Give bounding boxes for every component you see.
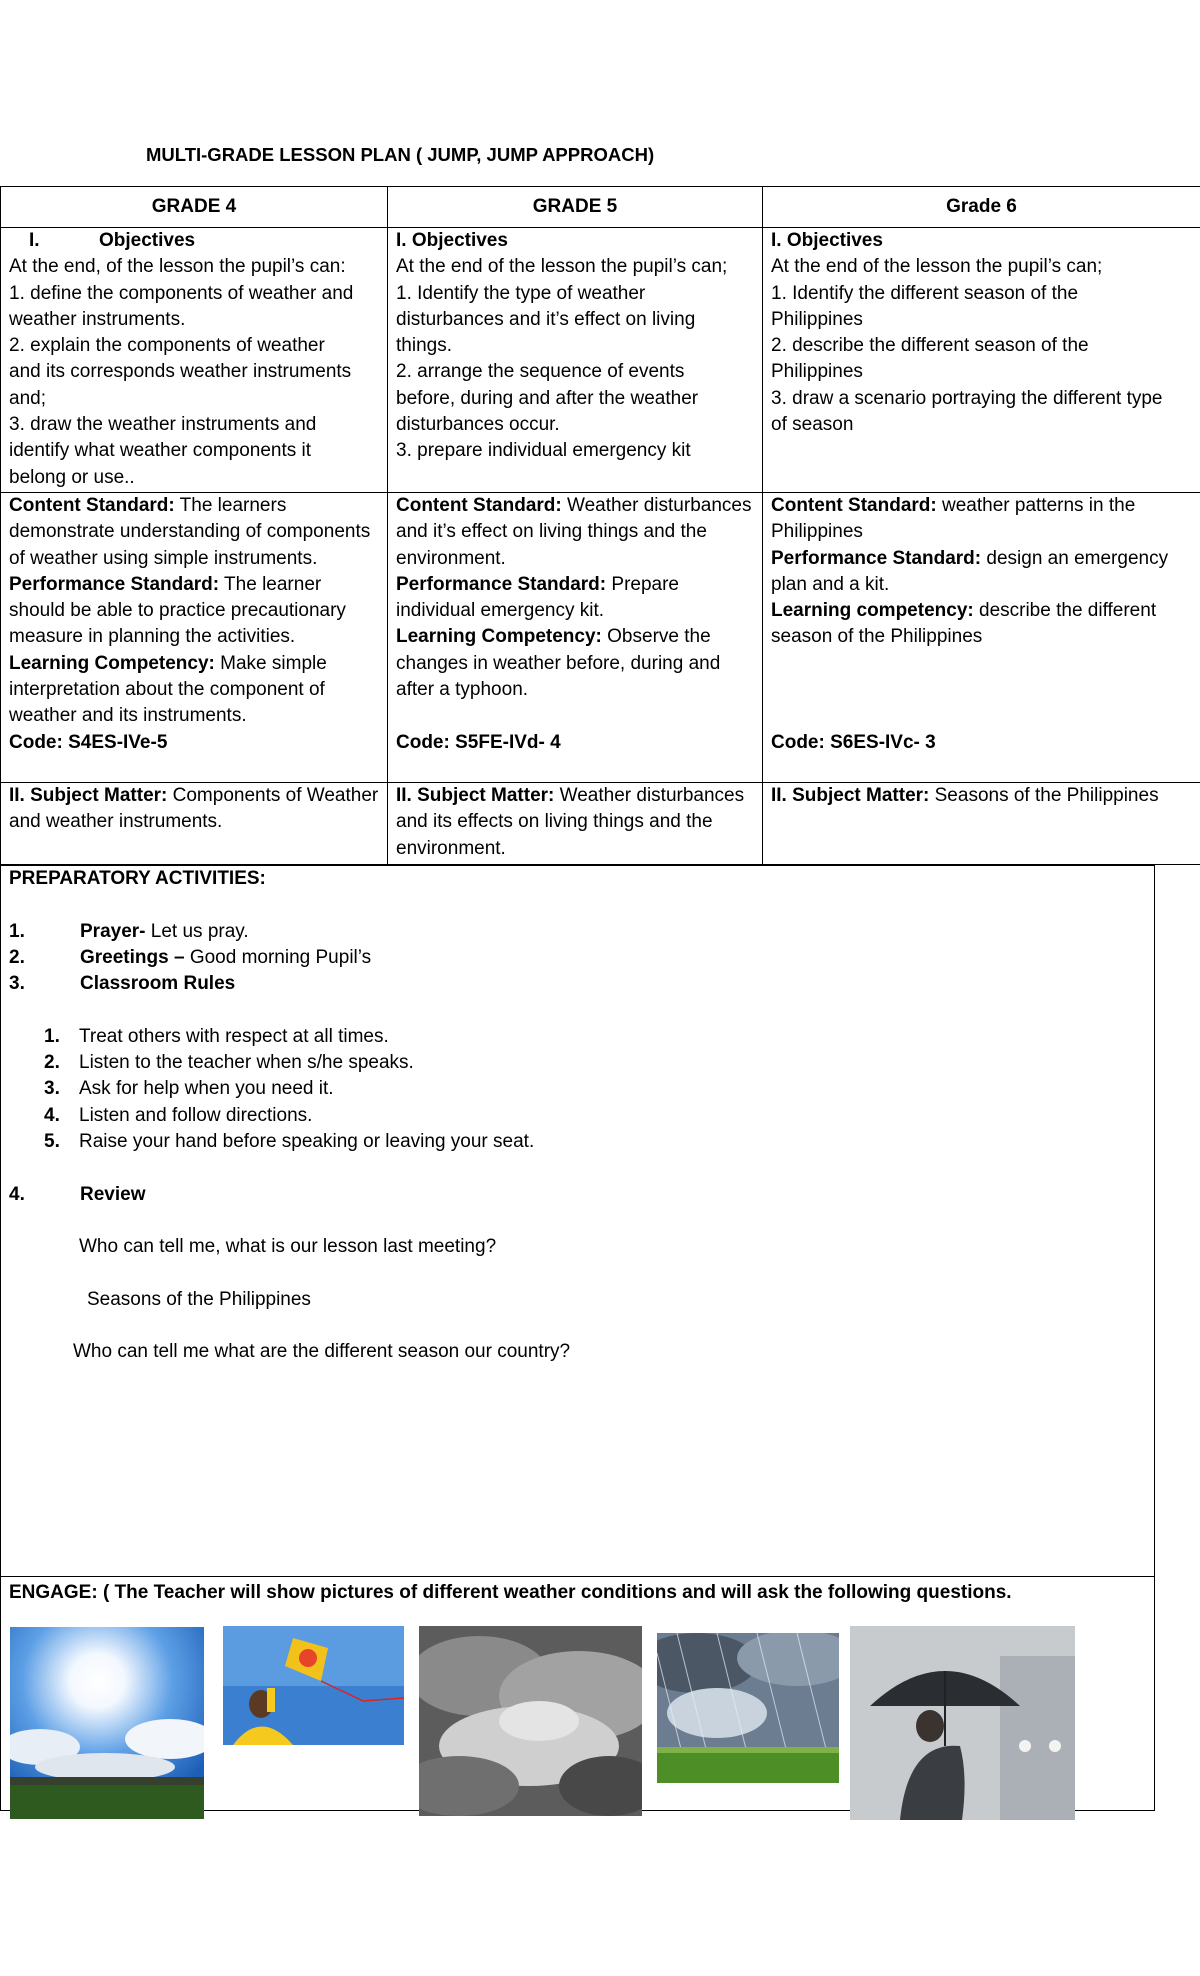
objective-line: At the end, of the lesson the pupil’s can:	[9, 256, 346, 278]
weather-pictures	[1, 1617, 1156, 1812]
objectives-heading: I. Objectives	[396, 230, 508, 251]
objective-line: identify what weather components it	[9, 440, 312, 462]
objective-line: disturbances occur.	[396, 414, 560, 436]
step-classroom-rules: 3. Classroom Rules	[9, 973, 236, 995]
objective-line: 3. draw the weather instruments and	[9, 414, 317, 436]
objective-line: 2. describe the different season of the	[771, 335, 1089, 357]
code-label: Code: S5FE-IVd- 4	[396, 731, 561, 753]
engage-instruction: ENGAGE: ( The Teacher will show pictures of different weather conditions and will ask the following questions.	[9, 1582, 1012, 1603]
objective-line: 1. Identify the different season of the	[771, 282, 1079, 304]
preparatory-activities-section	[0, 865, 1155, 1577]
rain-field-image	[657, 1633, 839, 1783]
kite-boy-image	[223, 1626, 404, 1745]
rule-item: 3. Ask for help when you need it.	[44, 1078, 334, 1100]
objective-line: At the end of the lesson the pupil’s can;	[771, 256, 1103, 278]
objective-line: 1. Identify the type of weather	[396, 282, 646, 304]
performance-standard: Performance Standard: The learner should be able to practice precautionary measure in planning the activities.	[9, 573, 346, 648]
grade-6-header: Grade 6	[763, 187, 1200, 228]
grade-4-standards	[1, 493, 388, 783]
objective-line: things.	[396, 335, 452, 357]
review-answer-1: Seasons of the Philippines	[87, 1288, 311, 1310]
objectives-heading: I. Objectives	[29, 230, 196, 251]
content-standard: Content Standard: Weather disturbances and it’s effect on living things and the environment.	[396, 495, 752, 569]
grade-4-subject-matter: II. Subject Matter: Components of Weather and weather instruments.	[1, 783, 388, 865]
objective-line: 2. arrange the sequence of events	[396, 361, 685, 383]
step-review: 4. Review	[9, 1183, 146, 1205]
umbrella-rain-image	[850, 1626, 1075, 1820]
objective-line: and its corresponds weather instruments	[9, 361, 352, 383]
grade-6-subject-matter: II. Subject Matter: Seasons of the Philippines	[763, 783, 1200, 865]
objective-line: At the end of the lesson the pupil’s can;	[396, 256, 728, 278]
engage-section	[0, 1576, 1155, 1811]
standards-row	[1, 493, 1200, 783]
objective-line: Philippines	[771, 361, 863, 383]
step-greetings: 2. Greetings – Good morning Pupil’s	[9, 946, 372, 968]
grade-4-objectives	[1, 228, 388, 493]
objective-line: 3. draw a scenario portraying the different type	[771, 387, 1163, 409]
objective-line: 3. prepare individual emergency kit	[396, 440, 691, 462]
objective-line: Philippines	[771, 308, 863, 330]
objectives-row	[1, 228, 1200, 493]
content-standard: Content Standard: weather patterns in the Philippines	[771, 495, 1136, 543]
preparatory-heading: PREPARATORY ACTIVITIES:	[9, 868, 266, 889]
objective-line: disturbances and it’s effect on living	[396, 308, 696, 330]
grade-6-objectives	[763, 228, 1200, 493]
review-question-2: Who can tell me what are the different season our country?	[73, 1341, 571, 1363]
objective-line: 1. define the components of weather and	[9, 282, 354, 304]
lesson-grid-table	[0, 186, 1200, 865]
learning-competency: Learning Competency: Make simple interpretation about the component of weather and its instruments.	[9, 652, 327, 727]
grade-6-standards	[763, 493, 1200, 783]
objective-line: of season	[771, 414, 854, 436]
grade-5-subject-matter: II. Subject Matter: Weather disturbances and its effects on living things and the environment.	[388, 783, 763, 865]
objectives-heading: I. Objectives	[771, 230, 883, 251]
page-title: MULTI-GRADE LESSON PLAN ( JUMP, JUMP APPROACH)	[146, 144, 655, 165]
objective-line: and;	[9, 387, 46, 409]
grade-header-row	[1, 187, 1200, 228]
grade-4-header: GRADE 4	[1, 187, 388, 228]
objective-line: before, during and after the weather	[396, 387, 699, 409]
dark-clouds-image	[419, 1626, 642, 1816]
sunny-sky-image	[10, 1627, 204, 1819]
review-question-1: Who can tell me, what is our lesson last meeting?	[79, 1236, 497, 1258]
step-prayer: 1. Prayer- Let us pray.	[9, 920, 249, 942]
objective-line: weather instruments.	[9, 308, 186, 330]
grade-5-standards	[388, 493, 763, 783]
grade-5-header: GRADE 5	[388, 187, 763, 228]
learning-competency: Learning competency: describe the different season of the Philippines	[771, 600, 1157, 648]
objective-line: belong or use..	[9, 466, 135, 488]
learning-competency: Learning Competency: Observe the changes in weather before, during and after a typhoon.	[396, 626, 721, 701]
objective-line: 2. explain the components of weather	[9, 335, 325, 357]
code-label: Code: S4ES-IVe-5	[9, 731, 168, 753]
rule-item: 4. Listen and follow directions.	[44, 1104, 313, 1126]
subject-matter-row	[1, 783, 1200, 865]
grade-5-objectives	[388, 228, 763, 493]
rule-item: 2. Listen to the teacher when s/he speaks.	[44, 1052, 414, 1074]
performance-standard: Performance Standard: Prepare individual emergency kit.	[396, 573, 679, 622]
rule-item: 1. Treat others with respect at all times.	[44, 1025, 389, 1047]
content-standard: Content Standard: The learners demonstrate understanding of components of weather using simple instruments.	[9, 495, 371, 569]
code-label: Code: S6ES-IVc- 3	[771, 731, 936, 753]
rule-item: 5. Raise your hand before speaking or leaving your seat.	[44, 1130, 535, 1152]
performance-standard: Performance Standard: design an emergency plan and a kit.	[771, 547, 1169, 595]
